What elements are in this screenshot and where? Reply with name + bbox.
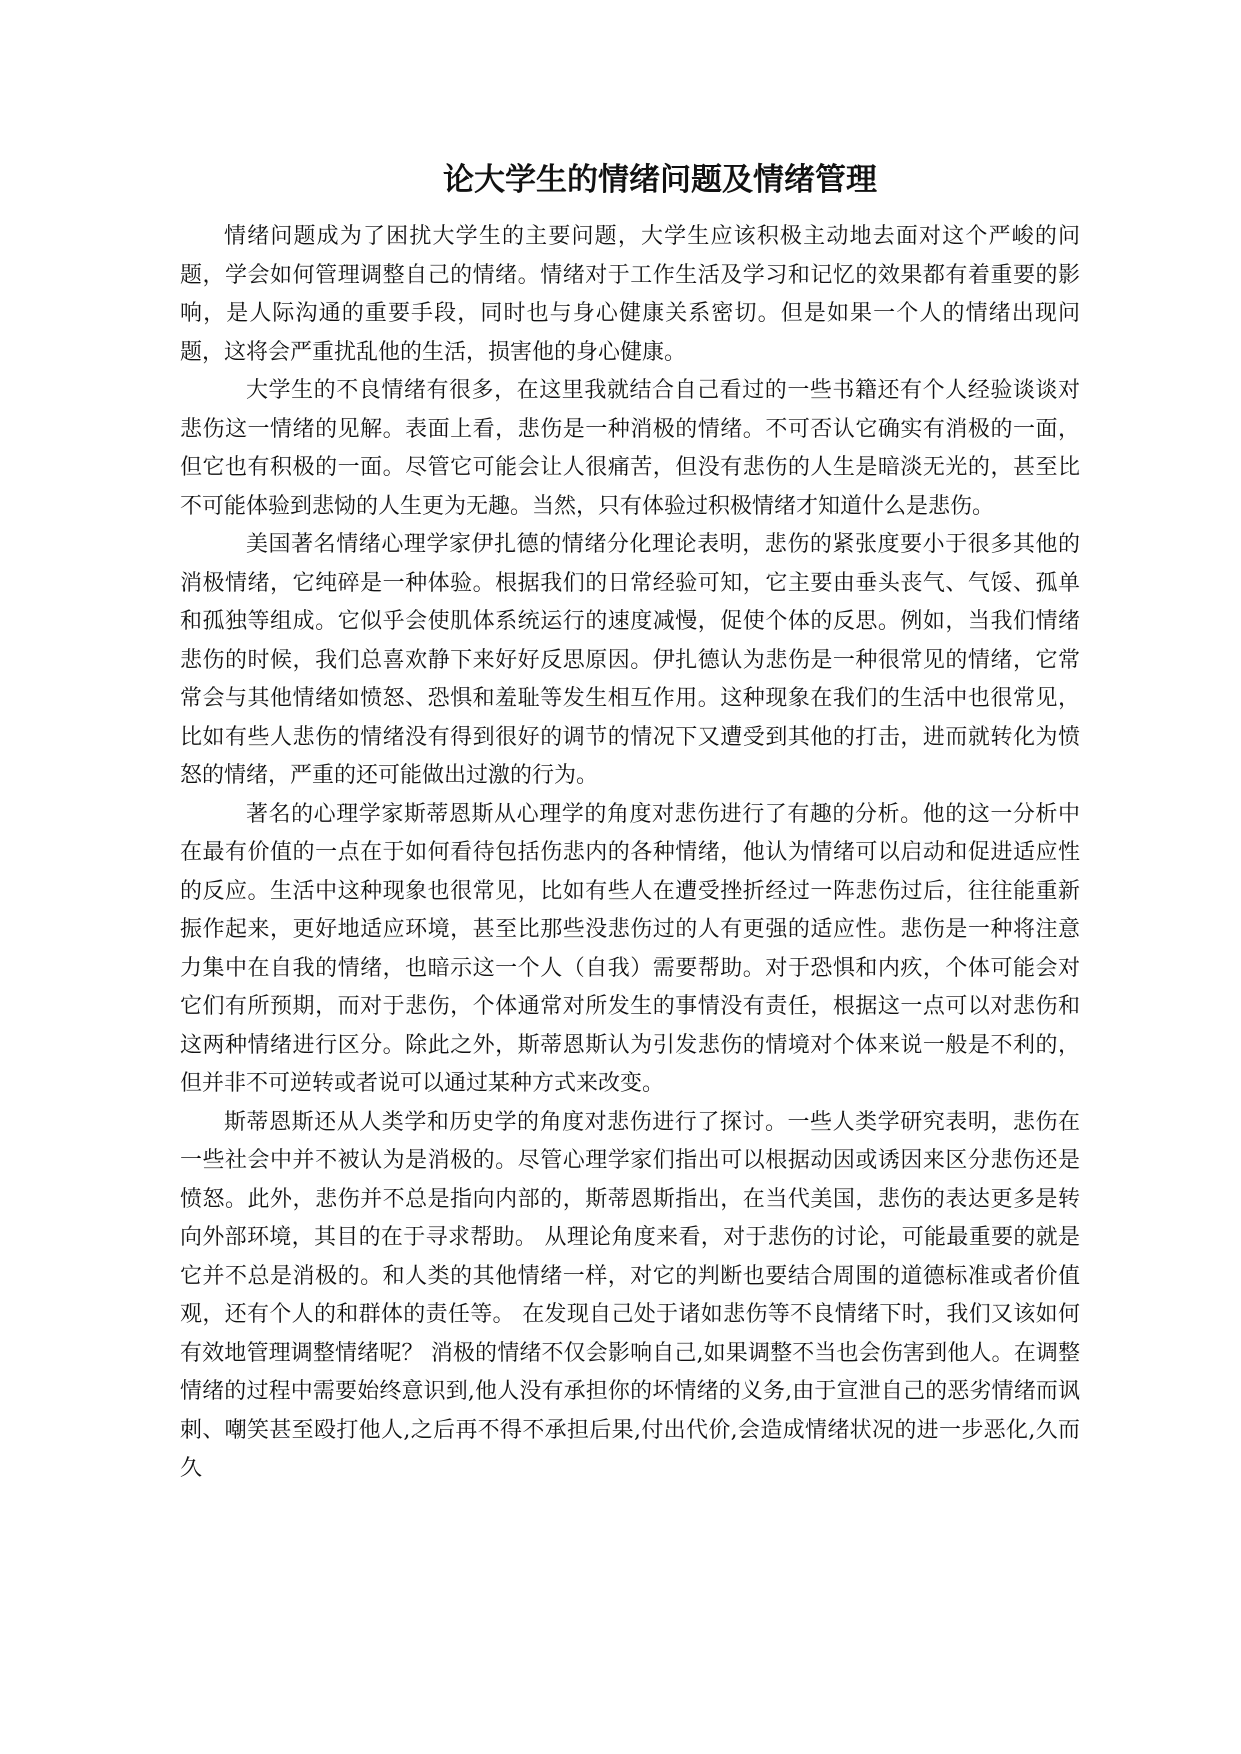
paragraph-3: 美国著名情绪心理学家伊扎德的情绪分化理论表明，悲伤的紧张度要小于很多其他的消极情绪，它纯碎是一种体验。根据我们的日常经验可知，它主要由垂头丧气、气馁、孤单和孤独等组成。它似乎会使肌体系统运行的速度减慢，促使个体的反思。例如，当我们情绪悲伤的时候，我们总喜欢静下来好好反思原因。伊扎德认为悲伤是一种很常见的情绪，它常常会与其他情绪如愤怒、恐惧和羞耻等发生相互作用。这种现象在我们的生活中也很常见，比如有些人悲伤的情绪没有得到很好的调节的情况下又遭受到其他的打击，进而就转化为愤怒的情绪，严重的还可能做出过激的行为。: [180, 532, 1080, 788]
paragraph-1: 情绪问题成为了困扰大学生的主要问题，大学生应该积极主动地去面对这个严峻的问题，学会如何管理调整自己的情绪。情绪对于工作生活及学习和记忆的效果都有着重要的影响，是人际沟通的重要手段，同时也与身心健康关系密切。但是如果一个人的情绪出现问题，这将会严重扰乱他的生活，损害他的身心健康。: [180, 224, 1080, 365]
paragraph-2: 大学生的不良情绪有很多，在这里我就结合自己看过的一些书籍还有个人经验谈谈对悲伤这一情绪的见解。表面上看，悲伤是一种消极的情绪。不可否认它确实有消极的一面，但它也有积极的一面。尽管它可能会让人很痛苦，但没有悲伤的人生是暗淡无光的，甚至比不可能体验到悲恸的人生更为无趣。当然，只有体验过积极情绪才知道什么是悲伤。: [180, 378, 1080, 519]
document-body: [180, 218, 1080, 1489]
document-title: 论大学生的情绪问题及情绪管理: [443, 162, 877, 198]
paragraph-5: 斯蒂恩斯还从人类学和历史学的角度对悲伤进行了探讨。一些人类学研究表明，悲伤在一些社会中并不被认为是消极的。尽管心理学家们指出可以根据动因或诱因来区分悲伤还是愤怒。此外，悲伤并不总是指向内部的，斯蒂恩斯指出，在当代美国，悲伤的表达更多是转向外部环境，其目的在于寻求帮助。 从理论角度来看，对于悲伤的讨论，可能最重要的就是它并不总是消极的。和人类的其他情绪一样，对它的判断也要结合周围的道德标准或者价值观，还有个人的和群体的责任等。 在发现自己处于诸如悲伤等不良情绪下时，我们又该如何有效地管理调整情绪呢？ 消极的情绪不仅会影响自己,如果调整不当也会伤害到他人。在调整情绪的过程中需要始终意识到,他人没有承担你的坏情绪的义务,由于宣泄自己的恶劣情绪而讽刺、嘲笑甚至殴打他人,之后再不得不承担后果,付出代价,会造成情绪状况的进一步恶化,久而久: [180, 1109, 1080, 1481]
paragraph-4: 著名的心理学家斯蒂恩斯从心理学的角度对悲伤进行了有趣的分析。他的这一分析中在最有价值的一点在于如何看待包括伤悲内的各种情绪，他认为情绪可以启动和促进适应性的反应。生活中这种现象也很常见，比如有些人在遭受挫折经过一阵悲伤过后，往往能重新振作起来，更好地适应环境，甚至比那些没悲伤过的人有更强的适应性。悲伤是一种将注意力集中在自我的情绪，也暗示这一个人（自我）需要帮助。对于恐惧和内疚，个体可能会对它们有所预期，而对于悲伤，个体通常对所发生的事情没有责任，根据这一点可以对悲伤和这两种情绪进行区分。除此之外，斯蒂恩斯认为引发悲伤的情境对个体来说一般是不利的，但并非不可逆转或者说可以通过某种方式来改变。: [180, 801, 1080, 1096]
